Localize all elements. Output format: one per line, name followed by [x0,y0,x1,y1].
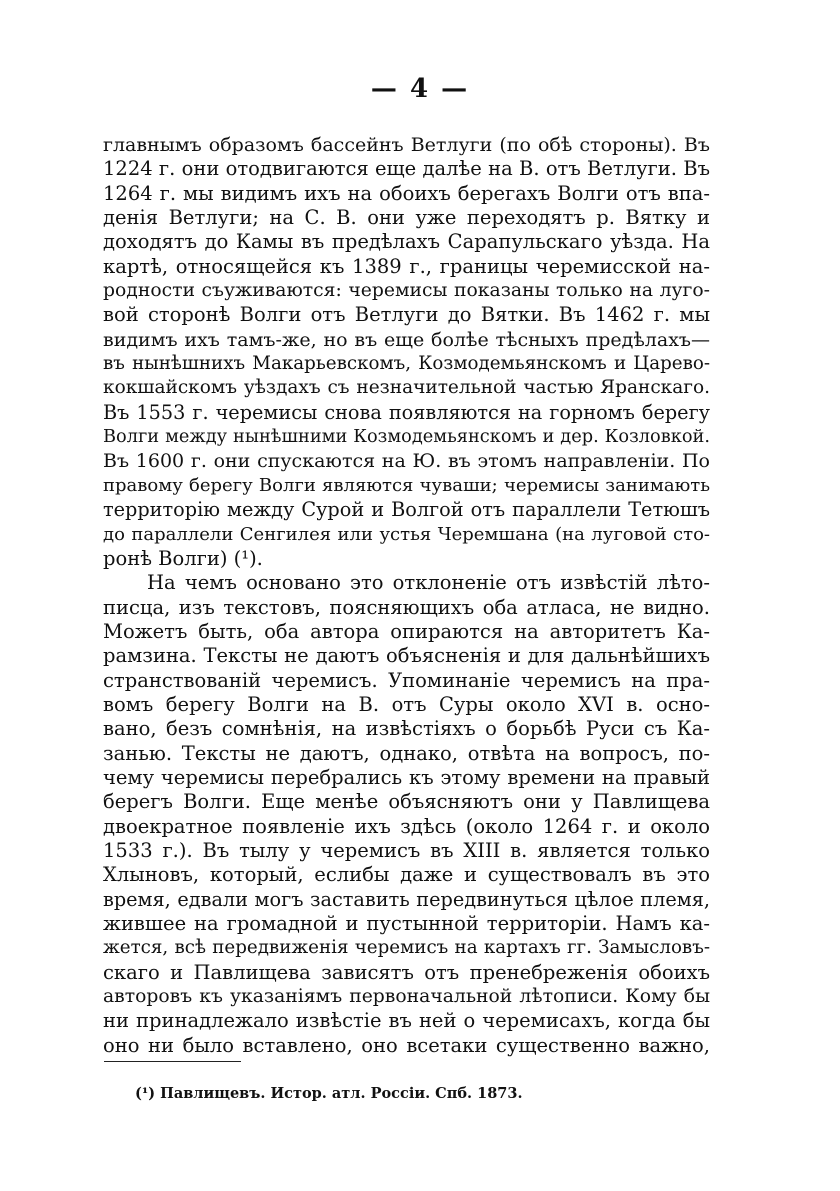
text-line: писца, изъ текстовъ, поясняющихъ оба атласа, не видно. [103,595,710,619]
text-line: Въ 1553 г. черемисы снова появляются на горномъ берегу [103,400,710,424]
text-line: въ нынѣшнихъ Макарьевскомъ, Козмодемьянскомъ и Царево- [103,353,710,375]
text-line: Хлыновъ, который, еслибы даже и существовалъ въ это [103,863,710,887]
text-line: Можетъ быть, оба автора опираются на авторитетъ Ка- [103,619,710,643]
text-line: скаго и Павлищева зависятъ отъ пренебреженія обоихъ [103,960,710,984]
text-line: вой сторонѣ Волги отъ Ветлуги до Вятки. Въ 1462 г. мы [103,303,710,327]
text-line: жившее на громадной и пустынной территоріи. Намъ ка- [103,912,710,935]
footnote-divider [104,1061,241,1062]
text-line: рамзина. Тексты не даютъ объясненія и для дальнѣйшихъ [103,644,710,668]
text-line: картѣ, относящейся къ 1389 г., границы черемисской на- [103,254,710,278]
text-line: берегъ Волги. Еще менѣе объясняютъ они у Павлищева [103,790,710,814]
text-line: время, едвали могъ заставить передвинуться цѣлое племя, [103,887,710,911]
text-line: занью. Тексты не даютъ, однако, отвѣта на вопросъ, по- [103,741,710,765]
text-line: авторовъ къ указаніямъ первоначальной лѣтописи. Кому бы [103,986,710,1008]
text-line: ронѣ Волги) (¹). [103,546,263,570]
text-line: правому берегу Волги являются чуваши; черемисы занимають [103,474,710,496]
text-line: денія Ветлуги; на С. В. они уже переходятъ р. Вятку и [103,206,710,230]
text-line: 1224 г. они отодвигаются еще далѣе на В. отъ Ветлуги. Въ [103,157,710,181]
text-line: ни принадлежало извѣстіе въ ней о черемисахъ, когда бы [103,1009,710,1033]
text-line: 1533 г.). Въ тылу у черемисъ въ XIII в. является только [103,838,710,862]
text-line: территорію между Сурой и Волгой отъ параллели Тетюшъ [103,498,710,522]
text-line: Въ 1600 г. они спускаются на Ю. въ этомъ направленіи. По [103,450,710,473]
text-line: На чемъ основано это отклоненіе отъ извѣстій лѣто- [147,571,710,595]
text-line: вомъ берегу Волги на В. отъ Суры около XVI в. осно- [103,692,710,716]
text-line: оно ни было вставлено, оно всетаки существенно важно, [103,1033,710,1057]
footnote: (¹) Павлищевъ. Истор. атл. Россіи. Спб. 1873. [135,1085,523,1102]
text-line: доходятъ до Камы въ предѣлахъ Сарапульскаго уѣзда. На [103,230,710,254]
paragraph-2 [103,571,710,1058]
text-line: до параллели Сенгилея или устья Черемшана (на луговой сто- [103,523,710,545]
text-line: главнымъ образомъ бассейнъ Ветлуги (по обѣ стороны). Въ [103,134,710,156]
text-line: родности съуживаются: черемисы показаны только на луго- [103,280,710,302]
text-line: странствованій черемисъ. Упоминаніе черемисъ на пра- [103,668,710,692]
text-line: Волги между нынѣшними Козмодемьянскомъ и дер. Козловкой. [103,427,710,448]
text-line: двоекратное появленіе ихъ здѣсь (около 1264 г. и около [103,814,710,838]
text-line: жется, всѣ передвиженія черемисъ на картахъ гг. Замысловъ- [103,937,710,959]
page-number: — 4 — [370,74,470,104]
body-text [103,133,710,1058]
text-line: кокшайскомъ уѣздахъ съ незначительной частью Яранскаго. [103,377,710,399]
text-line: вано, безъ сомнѣнія, на извѣстіяхъ о борьбѣ Руси съ Ка- [103,717,710,741]
text-line: чему черемисы перебрались къ этому времени на правый [103,765,710,789]
text-line: 1264 г. мы видимъ ихъ на обоихъ берегахъ Волги отъ впа- [103,181,710,205]
text-line: видимъ ихъ тамъ-же, но въ еще болѣе тѣсныхъ предѣлахъ— [103,328,710,351]
paragraph-1 [103,133,710,571]
